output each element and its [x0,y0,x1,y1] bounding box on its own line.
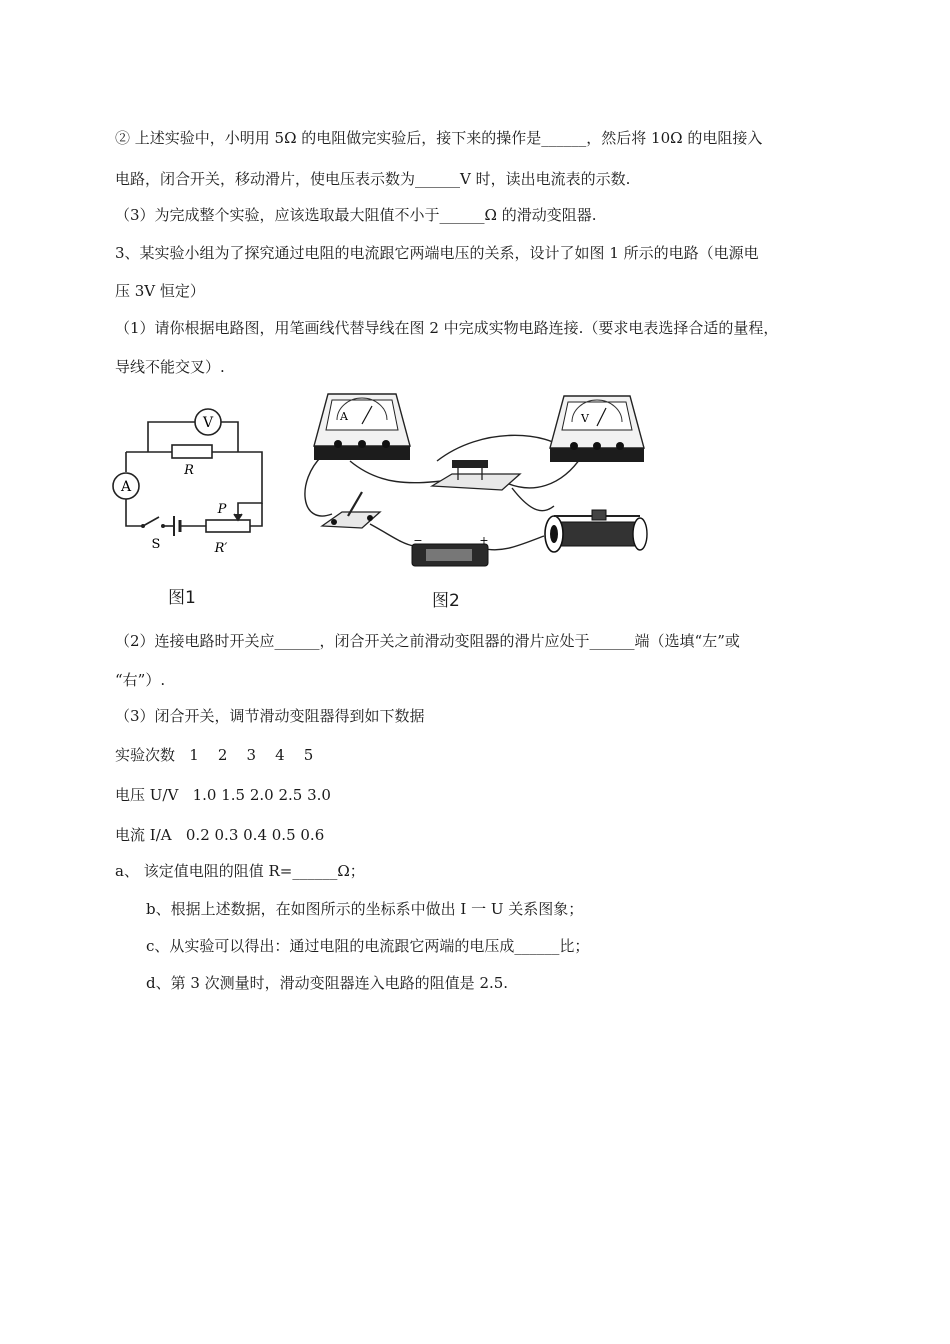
text-line: d、第 3 次测量时，滑动变阻器连入电路的阻值是 2.5. [146,974,509,992]
table-row-current: 电流 I/A 0.2 0.3 0.4 0.5 0.6 [115,826,325,844]
switch-device [322,492,380,528]
slider-label: P [217,502,227,517]
apparatus-photo [292,386,658,578]
text-line: a、 该定值电阻的阻值 R=______Ω； [115,862,365,880]
battery-minus-label: − [413,534,423,547]
resistor-board [432,460,520,490]
resistor-label: R [184,463,194,478]
figure2-caption: 图2 [432,591,460,611]
voltmeter-label: V [202,415,214,431]
text-line: 3、某实验小组为了探究通过电阻的电流跟它两端电压的关系，设计了如图 1 所示的电路（电源电 [115,244,759,262]
text-line: 导线不能交叉）. [115,358,225,376]
circuit-diagram [110,400,280,570]
text-line: “右”）. [115,671,166,689]
text-line: c、从实验可以得出：通过电阻的电流跟它两端的电压成______比； [146,937,590,955]
text-line: （1）请你根据电路图，用笔画线代替导线在图 2 中完成实物电路连接.（要求电表选择合适的量程， [115,319,779,337]
battery-box [412,544,488,566]
voltmeter-device [550,396,644,462]
table-row-trial: 实验次数 1 2 3 4 5 [115,746,314,764]
ammeter-label: A [120,479,132,495]
battery-plus-label: + [479,534,489,547]
text-line: （2）连接电路时开关应______，闭合开关之前滑动变阻器的滑片应处于______端（选填“左”或 [115,632,740,650]
switch-label: S [151,537,161,552]
text-line: 电路，闭合开关，移动滑片，使电压表示数为______V 时，读出电流表的示数. [115,170,631,188]
ammeter-device [314,394,410,460]
text-line: （3）闭合开关，调节滑动变阻器得到如下数据 [115,707,425,725]
sliding-rheostat [545,510,647,552]
figure1-caption: 图1 [168,588,196,608]
ammeter-device-label: A [340,410,348,423]
text-line: （3）为完成整个实验，应该选取最大阻值不小于______Ω 的滑动变阻器. [115,206,597,224]
text-line: 压 3V 恒定） [115,282,205,300]
rheostat-label: R′ [214,541,228,556]
text-line: ② 上述实验中，小明用 5Ω 的电阻做完实验后，接下来的操作是______，然后将 10Ω 的电阻接入 [115,129,763,147]
voltmeter-device-label: V [581,412,589,425]
text-line: b、根据上述数据，在如图所示的坐标系中做出 I 一 U 关系图象； [146,900,584,918]
table-row-voltage: 电压 U/V 1.0 1.5 2.0 2.5 3.0 [115,786,331,804]
